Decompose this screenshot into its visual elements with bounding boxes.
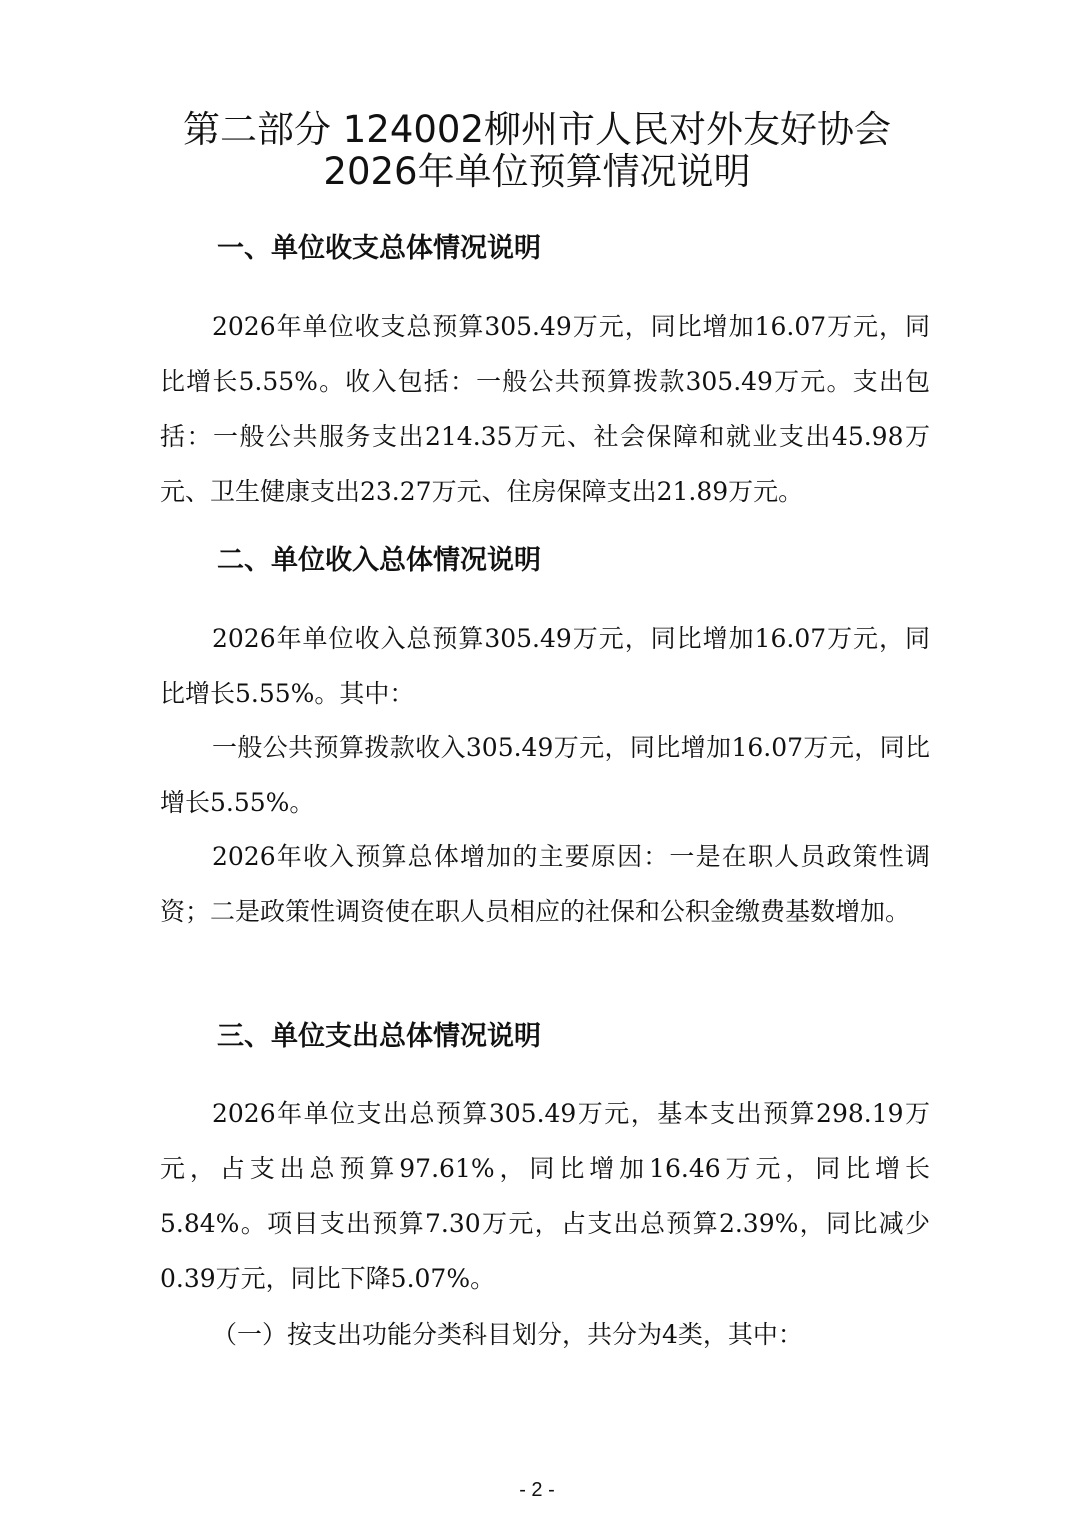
section-3-heading: 三、单位支出总体情况说明 <box>217 1021 541 1052</box>
section-1-paragraph-1: 2026年单位收支总预算305.49万元，同比增加16.07万元，同比增长5.55%。收入包括：一般公共预算拨款305.49万元。支出包括：一般公共服务支出214.35万元、社会保障和就业支出45.98万元、卫生健康支出23.27万元、住房保障支出21.89万元。 <box>160 312 930 506</box>
page-number: - 2 - <box>519 1479 555 1501</box>
section-3-paragraph-1: 2026年单位支出总预算305.49万元，基本支出预算298.19万元，占支出总预算97.61%，同比增加16.46万元，同比增长5.84%。项目支出预算7.30万元，占支出总预算2.39%，同比减少0.39万元，同比下降5.07%。 <box>160 1099 930 1293</box>
section-2-paragraph-3: 2026年收入预算总体增加的主要原因：一是在职人员政策性调资；二是政策性调资使在职人员相应的社保和公积金缴费基数增加。 <box>160 842 930 926</box>
document-title-line-1: 第二部分 124002柳州市人民对外友好协会 <box>182 108 891 151</box>
document-title-line-2: 2026年单位预算情况说明 <box>323 150 751 193</box>
section-1-heading: 一、单位收支总体情况说明 <box>217 233 541 264</box>
section-2-heading: 二、单位收入总体情况说明 <box>217 545 541 576</box>
section-3-paragraph-2: （一）按支出功能分类科目划分，共分为4类，其中： <box>212 1320 803 1349</box>
section-2-paragraph-1: 2026年单位收入总预算305.49万元，同比增加16.07万元，同比增长5.55%。其中： <box>160 624 930 708</box>
section-2-paragraph-2: 一般公共预算拨款收入305.49万元，同比增加16.07万元，同比增长5.55%。 <box>160 733 930 817</box>
